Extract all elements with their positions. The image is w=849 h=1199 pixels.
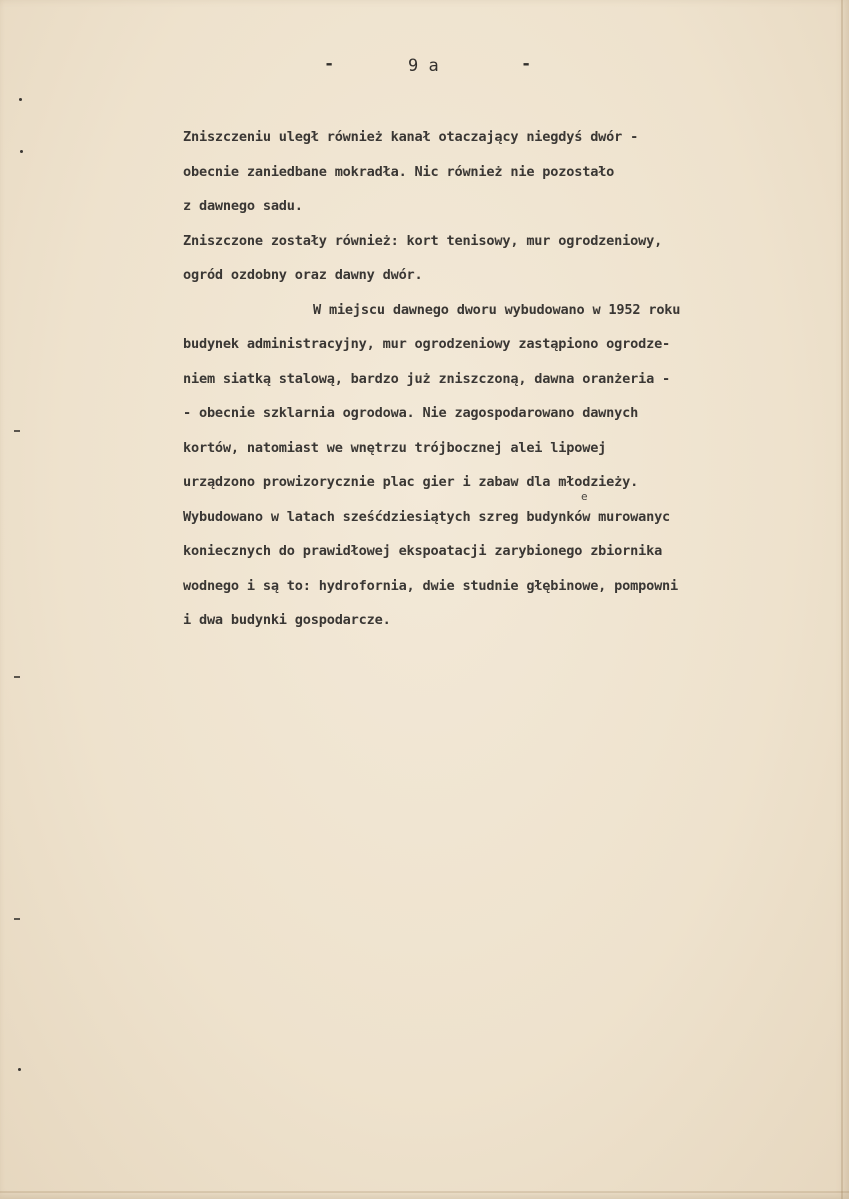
text-line: budynek administracyjny, mur ogrodzeniowy zastąpiono ogrodze-: [183, 336, 671, 352]
inserted-letter-annotation: e: [581, 490, 588, 503]
typewritten-body: [183, 120, 823, 638]
margin-dash: [14, 918, 20, 920]
text-line: W miejscu dawnego dworu wybudowano w 1952 roku: [313, 301, 681, 318]
paragraph-2: [183, 293, 823, 638]
text-line: - obecnie szklarnia ogrodowa. Nie zagospodarowano dawnych: [183, 405, 639, 421]
header-dash-left: -: [324, 54, 335, 74]
text-line: niem siatką stalową, bardzo już zniszczoną, dawna oranżeria -: [183, 370, 671, 387]
header-dash-right: -: [521, 54, 532, 74]
text-line: ogród ozdobny oraz dawny dwór.: [183, 267, 423, 283]
margin-dash: [14, 676, 20, 678]
text-line: Wybudowano w latach sześćdziesiątych szreg budynków murowanyc: [183, 508, 671, 525]
page-edge-right: [841, 0, 843, 1199]
text-line: obecnie zaniedbane mokradła. Nic również nie pozostało: [183, 163, 615, 180]
text-line: i dwa budynki gospodarcze.: [183, 612, 391, 628]
page-number: 9 a: [408, 56, 439, 76]
page-edge-bottom: [0, 1191, 849, 1193]
text-line: Zniszczeniu uległ również kanał otaczający niegdyś dwór -: [183, 129, 639, 145]
text-line: koniecznych do prawidłowej ekspoatacji zarybionego zbiornika: [183, 543, 663, 559]
margin-dot: [19, 98, 22, 101]
page-header: [0, 56, 849, 80]
text-line: kortów, natomiast we wnętrzu trójbocznej alei lipowej: [183, 439, 607, 456]
text-line: Zniszczone zostały również: kort tenisowy, mur ogrodzeniowy,: [183, 232, 663, 249]
text-line: z dawnego sadu.: [183, 198, 303, 214]
text-line: urządzono prowizorycznie plac gier i zabaw dla młodzieży.: [183, 474, 639, 490]
margin-dot: [20, 150, 23, 153]
text-line: wodnego i są to: hydrofornia, dwie studnie głębinowe, pompowni: [183, 577, 679, 594]
paragraph-1: [183, 120, 823, 293]
margin-dash: [14, 430, 20, 432]
margin-dot: [18, 1068, 21, 1071]
